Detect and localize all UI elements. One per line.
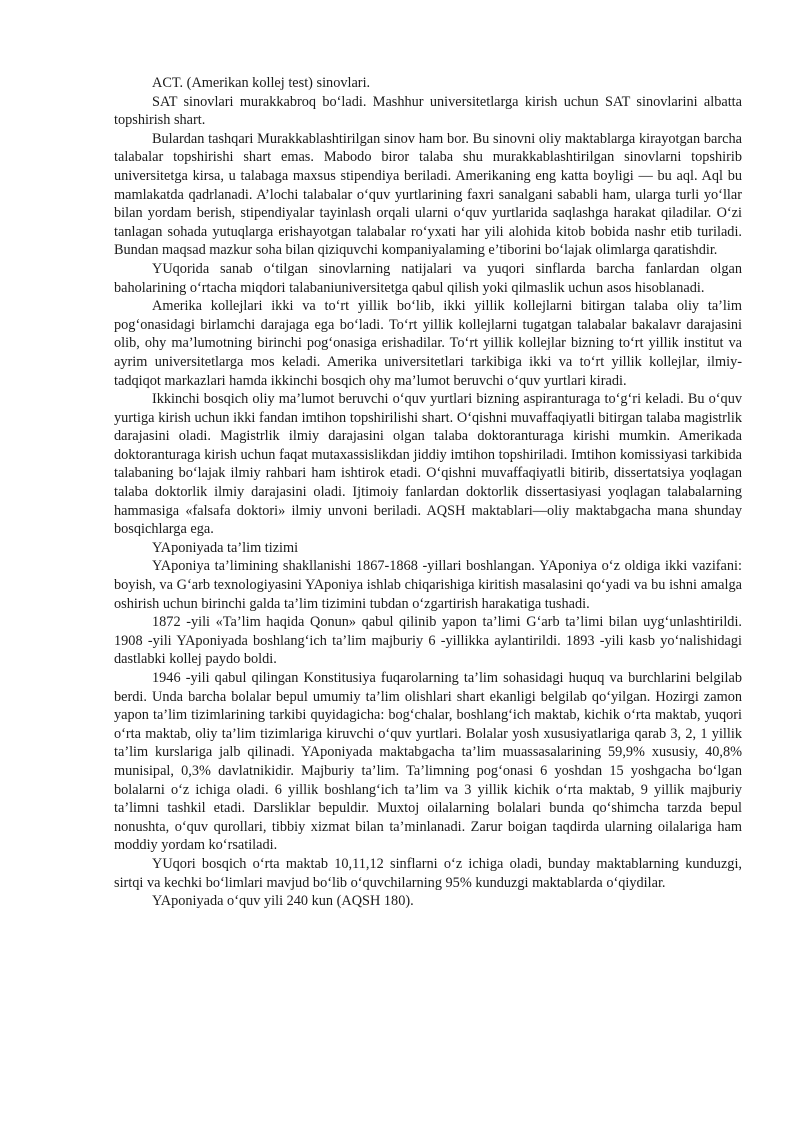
paragraph-upper-secondary: YUqori bosqich o‘rta maktab 10,11,12 sinflarni o‘z ichiga oladi, bunday maktablarning kunduzgi, sirtqi va kechki bo‘limlari mavjud bo‘lib o‘quvchilarning 95% kunduzgi maktablarda o‘qiydilar. (114, 855, 742, 891)
paragraph-american-colleges: Amerika kollejlari ikki va to‘rt yillik bo‘lib, ikki yillik kollejlarni bitirgan talaba oliy ta’lim pog‘onasidagi birlamchi darajaga ega bo‘ladi. To‘rt yillik kollejlarni tugatgan talabalar bakalavr darajasini olib, ohy ma’lumotning birinchi pog‘onasiga erishadilar. To‘rt yillik kollejlar bizning to‘rt yillik institut va ayrim universitetlarga mos keladi. Amerika universitetlari tarkibiga ikki va to‘rt yillik kollejlar, ilmiy-tadqiqot markazlari hamda ikkinchi bosqich ohy ma’lumot beruvchi o‘quv yurtlari kiradi. (114, 298, 742, 389)
paragraph-japan-origins: YAponiya ta’limining shakllanishi 1867-1868 -yillari boshlangan. YAponiya o‘z oldiga ikki vazifani: boyish, va G‘arb texnologiyasini YAponiya ishlab chiqarishiga kiritish masalasini qo‘yadi va bu ishni amalga oshirish uchun birinchi galda ta’lim tizimini tubdan o‘zgartirish harakatiga tushadi. (114, 558, 742, 612)
paragraph-advanced-test: Bulardan tashqari Murakkablashtirilgan sinov ham bor. Bu sinovni oliy maktablarga kirayotgan barcha talabalar topshirishi shart emas. Mabodo biror talaba shu murakkablashtirilgan sinovlarni topshirib universitetga kirsa, u talabaga maxsus stipendiya beriladi. Amerikaning eng katta boyligi — bu aql. Aql bu mamlakatda qadrlanadi. A’lochi talabalar o‘quv yurtlarining faxri sanalgani sababli ham, ularga turli yo‘llar bilan yordam berish, stipendiyalar tayinlash orqali ularni o‘quv yurtlarida saqlashga harakat qiladilar. O‘zi tanlagan sohada yutuqlarga erishayotgan talabalar ro‘yxati har yili alohida kitob bobida nashr etib turiladi. Bundan maqsad mazkur soha bilan qiziquvchi kompaniyalaming e’tiborini bo‘lajak olimlarga qaratishdir. (114, 130, 742, 259)
section-heading-japan: YAponiyada ta’lim tizimi (152, 539, 299, 556)
paragraph-act-tests: ACT. (Amerikan kollej test) sinovlari. (152, 75, 371, 91)
paragraph-test-results: YUqorida sanab o‘tilgan sinovlarning natijalari va yuqori sinflarda barcha fanlardan olgan baholarining o‘rtacha miqdori talabaniuniversitetga qabul qilish yoki qilmaslik uchun asos hisoblanadi. (114, 260, 742, 296)
paragraph-second-stage: Ikkinchi bosqich oliy ma’lumot beruvchi o‘quv yurtlari bizning aspiranturaga to‘g‘ri keladi. Bu o‘quv yurtiga kirish uchun ikki fandan imtihon topshirilishi shart. O‘qishni muvaffaqiyatli bitirgan talaba magistrlik darajasini oladi. Magistrlik ilmiy darajasini olgan talaba doktoranturaga kirishi mumkin. Amerikada doktoranturaga kirish uchun faqat mutaxassislikdan jiddiy imtihon topshiriladi. Imtihon komissiyasi tarkibida talabaning bo‘lajak ilmiy rahbari ham ishtirok etadi. O‘qishni muvaffaqiyatli bitirib, dissertatsiya yoqlagan talaba doktorlik ilmiy darajasini oladi. Ijtimoiy fanlardan doktorlik dissertasiyasi yoqlagan talabalarning hammasiga «falsafa doktori» ilmiy unvoni beriladi. AQSH maktablari—oliy maktabgacha mana shunday bosqichlarga ega. (114, 391, 742, 538)
paragraph-japan-1872: 1872 -yili «Ta’lim haqida Qonun» qabul qilinib yapon ta’limi G‘arb ta’limi bilan uyg‘unlashtirildi. 1908 -yili YAponiyada boshlang‘ich ta’lim majburiy 6 -yillikka aylantirildi. 1893 -yili kasb yo‘nalishidagi dastlabki kollej paydo boldi. (114, 614, 742, 668)
paragraph-school-year: YAponiyada o‘quv yili 240 kun (AQSH 180). (152, 893, 414, 910)
document-page (114, 74, 742, 911)
paragraph-sat-tests: SAT sinovlari murakkabroq bo‘ladi. Mashhur universitetlarga kirish uchun SAT sinovlarini albatta topshirish shart. (114, 93, 742, 129)
paragraph-japan-1946: 1946 -yili qabul qilingan Konstitusiya fuqarolarning ta’lim sohasidagi huquq va burchlarini belgilab berdi. Unda barcha bolalar bepul umumiy ta’lim olishlari shart ekanligi belgilab qo‘yilgan. Hozirgi zamon yapon ta’lim tizimlarining tarkibi quyidagicha: bog‘chalar, boshlang‘ich maktab, kichik o‘rta maktab, yuqori o‘rta maktab, oliy ta’lim tizimlariga kiruvchi o‘quv yurtlari. Bolalar yosh xususiyatlariga qarab 3, 2, 1 yillik ta’lim kurslariga jalb qilinadi. YAponiyada maktabgacha ta’lim muassasalarining 59,9% xususiy, 40,8% munisipal, 0,3% davlatnikidir. Majburiy ta’lim. Ta’limning pog‘onasi 6 yoshdan 15 yoshgacha bo‘lgan bolalarni o‘z ichiga oladi. 6 yillik boshlang‘ich ta’lim va 3 yillik kichik o‘rta maktab, 9 yillik majburiy ta’limni tashkil etadi. Darsliklar bepuldir. Muxtoj oilalarning bolalari bunda qo‘shimcha tarzda bepul nonushta, o‘quv qurollari, tibbiy xizmat bilan ta’minlanadi. Zarur boigan taqdirda ularning oilalariga ham moddiy yordam ko‘rsatiladi. (114, 670, 742, 854)
